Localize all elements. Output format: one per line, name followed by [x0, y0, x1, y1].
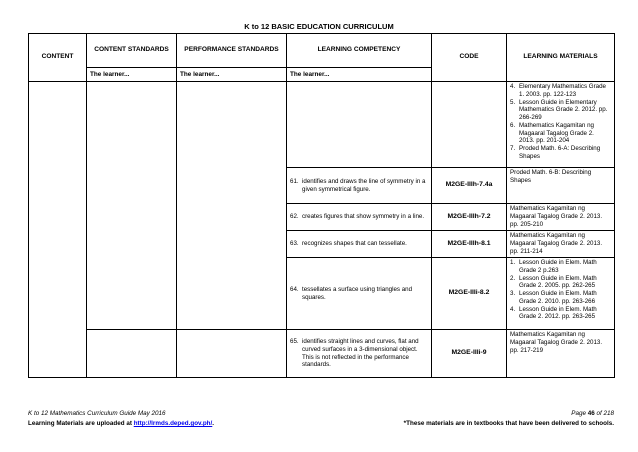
- table-row: [29, 82, 615, 168]
- competency-cell: 65. identifies straight lines and curves, flat and curved surfaces in a 3-dimensional object. This is not reflected in the performance standards.: [287, 330, 432, 378]
- header-learning-competency: LEARNING COMPETENCY: [287, 34, 432, 68]
- header-content: CONTENT: [29, 34, 87, 82]
- lrmds-link[interactable]: http://lrmds.deped.gov.ph/: [133, 420, 213, 427]
- competency-cell: 62. creates figures that show symmetry in a line.: [287, 204, 432, 231]
- materials-cell: Mathematics Kagamitan ng Magaaral Tagalog Grade 2. 2013. pp. 205-210: [507, 204, 615, 231]
- competency-cell: [287, 82, 432, 168]
- code-cell: M2GE-IIIh-7.2: [432, 204, 507, 231]
- content-standards-cell: [87, 330, 177, 378]
- list-item: 1. Lesson Guide in Elem. Math Grade 2 p.263: [510, 259, 597, 274]
- page-number: Page 46 of 218: [571, 410, 614, 417]
- learner-label: The learner...: [287, 68, 432, 82]
- content-standards-cell: [87, 82, 177, 330]
- materials-cell: [507, 258, 615, 330]
- list-item: 4. Elementary Mathematics Grade 1. 2003. pp. 122-123: [510, 83, 607, 98]
- competency-cell: 61. identifies and draws the line of symmetry in a given symmetrical figure.: [287, 168, 432, 204]
- materials-cell: Mathematics Kagamitan ng Magaaral Tagalog Grade 2. 2013. pp. 211-214: [507, 231, 615, 258]
- content-cell: [29, 82, 87, 378]
- textbook-note: *These materials are in textbooks that have been delivered to schools.: [403, 420, 614, 427]
- learner-label: The learner...: [87, 68, 177, 82]
- document-title: K to 12 BASIC EDUCATION CURRICULUM: [244, 22, 394, 31]
- table-row: [29, 330, 615, 378]
- curriculum-table: [28, 33, 615, 378]
- list-item: 3. Lesson Guide in Elem. Math Grade 2. 2010. pp. 263-266: [510, 290, 597, 305]
- materials-cell: Proded Math. 6-B: Describing Shapes: [507, 168, 615, 204]
- learning-materials-footer: Learning Materials are uploaded at http://lrmds.deped.gov.ph/.: [28, 420, 215, 427]
- list-item: 2. Lesson Guide in Elem. Math Grade 2. 2005. pp. 262-265: [510, 274, 597, 290]
- performance-standards-cell: [177, 82, 287, 330]
- code-cell: [432, 82, 507, 168]
- competency-cell: 64. tessellates a surface using triangles and squares.: [287, 258, 432, 330]
- list-item: 4. Lesson Guide in Elem. Math Grade 2. 2012. pp. 263-265: [510, 305, 597, 321]
- competency-cell: 63. recognizes shapes that can tessellate.: [287, 231, 432, 258]
- header-code: CODE: [432, 34, 507, 82]
- list-item: 5. Lesson Guide in Elementary Mathematics Grade 2. 2012. pp. 266-269: [510, 98, 608, 121]
- code-cell: M2GE-IIIh-8.1: [432, 231, 507, 258]
- performance-standards-cell: [177, 330, 287, 378]
- code-cell: M2GE-IIIi-9: [432, 330, 507, 378]
- header-learning-materials: LEARNING MATERIALS: [507, 34, 615, 82]
- code-cell: M2GE-IIIh-7.4a: [432, 168, 507, 204]
- learner-label: The learner...: [177, 68, 287, 82]
- curriculum-guide-footer: K to 12 Mathematics Curriculum Guide May 2016: [28, 410, 166, 417]
- list-item: 7. Proded Math. 6-A: Describing Shapes: [510, 145, 601, 160]
- materials-cell: [507, 82, 615, 168]
- code-cell: M2GE-IIIi-8.2: [432, 258, 507, 330]
- materials-cell: Mathematics Kagamitan ng Magaaral Tagalog Grade 2. 2013. pp. 217-219: [507, 330, 615, 378]
- header-content-standards: CONTENT STANDARDS: [87, 34, 177, 68]
- list-item: 6. Mathematics Kagamitan ng Magaaral Tagalog Grade 2. 2013. pp. 201-204: [510, 121, 594, 145]
- header-performance-standards: PERFORMANCE STANDARDS: [177, 34, 287, 68]
